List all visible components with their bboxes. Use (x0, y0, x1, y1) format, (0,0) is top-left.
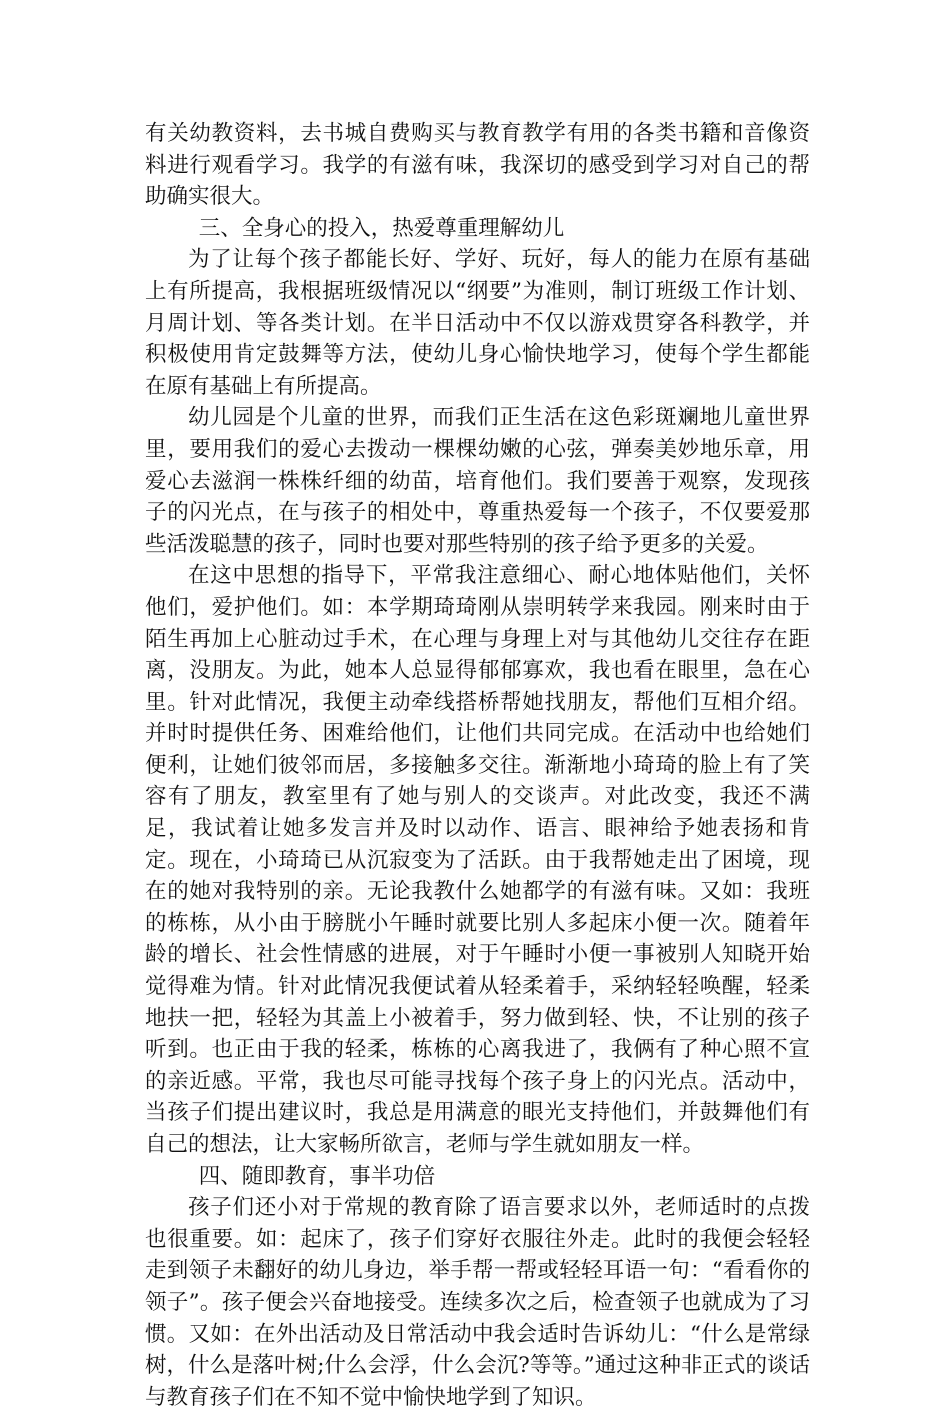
document-page (145, 118, 810, 1413)
paragraph-continued: 有关幼教资料，去书城自费购买与教育教学有用的各类书籍和音像资料进行观看学习。我学的有滋有味，我深切的感受到学习对自己的帮助确实很大。 (145, 121, 810, 210)
paragraph-examples: 在这中思想的指导下，平常我注意细心、耐心地体贴他们，关怀他们，爱护他们。如：本学期琦琦刚从崇明转学来我园。刚来时由于陌生再加上心脏动过手术，在心理与身理上对与其他幼儿交往存在距离，没朋友。为此，她本人总显得郁郁寡欢，我也看在眼里，急在心里。针对此情况，我便主动牵线搭桥帮她找朋友，帮他们互相介绍。并时时提供任务、困难给他们，让他们共同完成。在活动中也给她们便利，让她们彼邻而居，多接触多交往。渐渐地小琦琦的脸上有了笑容有了朋友，教室里有了她与别人的交谈声。对此改变，我还不满足，我试着让她多发言并及时以动作、语言、眼神给予她表扬和肯定。现在，小琦琦已从沉寂变为了活跃。由于我帮她走出了困境，现在的她对我特别的亲。无论我教什么她都学的有滋有味。又如：我班的栋栋，从小由于膀胱小午睡时就要比别人多起床小便一次。随着年龄的增长、社会性情感的进展，对于午睡时小便一事被别人知晓开始觉得难为情。针对此情况我便试着从轻柔着手，采纳轻轻唤醒，轻柔地扶一把，轻轻为其盖上小被着手，努力做到轻、快，不让别的孩子听到。也正由于我的轻柔，栋栋的心离我进了，我俩有了种心照不宣的亲近感。平常，我也尽可能寻找每个孩子身上的闪光点。活动中，当孩子们提出建议时，我总是用满意的眼光支持他们，并鼓舞他们有自己的想法，让大家畅所欲言，老师与学生就如朋友一样。 (145, 563, 810, 1157)
paragraph-timely-education: 孩子们还小对于常规的教育除了语言要求以外，老师适时的点拨也很重要。如：起床了，孩子们穿好衣服往外走。此时的我便会轻轻走到领子未翻好的幼儿身边，举手帮一帮或轻轻耳语一句：“看看你的领子”。孩子便会兴奋地接受。连续多次之后，检查领子也就成为了习惯。又如：在外出活动及日常活动中我会适时告诉幼儿：“什么是常绿树，什么是落叶树;什么会浮，什么会沉?等等。”通过这种非正式的谈话与教育孩子们在不知不觉中愉快地学到了知识。 (145, 1195, 810, 1410)
paragraph-children-world: 幼儿园是个儿童的世界，而我们正生活在这色彩斑斓地儿童世界里，要用我们的爱心去拨动一棵棵幼嫩的心弦，弹奏美妙地乐章，用爱心去滋润一株株纤细的幼苗，培育他们。我们要善于观察，发现孩子的闪光点，在与孩子的相处中，尊重热爱每一个孩子，不仅要爱那些活泼聪慧的孩子，同时也要对那些特别的孩子给予更多的关爱。 (145, 405, 810, 557)
section-heading-4: 四、随即教育，事半功倍 (198, 1163, 436, 1189)
paragraph-planning: 为了让每个孩子都能长好、学好、玩好，每人的能力在原有基础上有所提高，我根据班级情况以“纲要”为准则，制订班级工作计划、月周计划、等各类计划。在半日活动中不仅以游戏贯穿各科教学，并积极使用肯定鼓舞等方法，使幼儿身心愉快地学习，使每个学生都能在原有基础上有所提高。 (145, 247, 810, 399)
section-heading-3: 三、全身心的投入，热爱尊重理解幼儿 (198, 215, 565, 241)
